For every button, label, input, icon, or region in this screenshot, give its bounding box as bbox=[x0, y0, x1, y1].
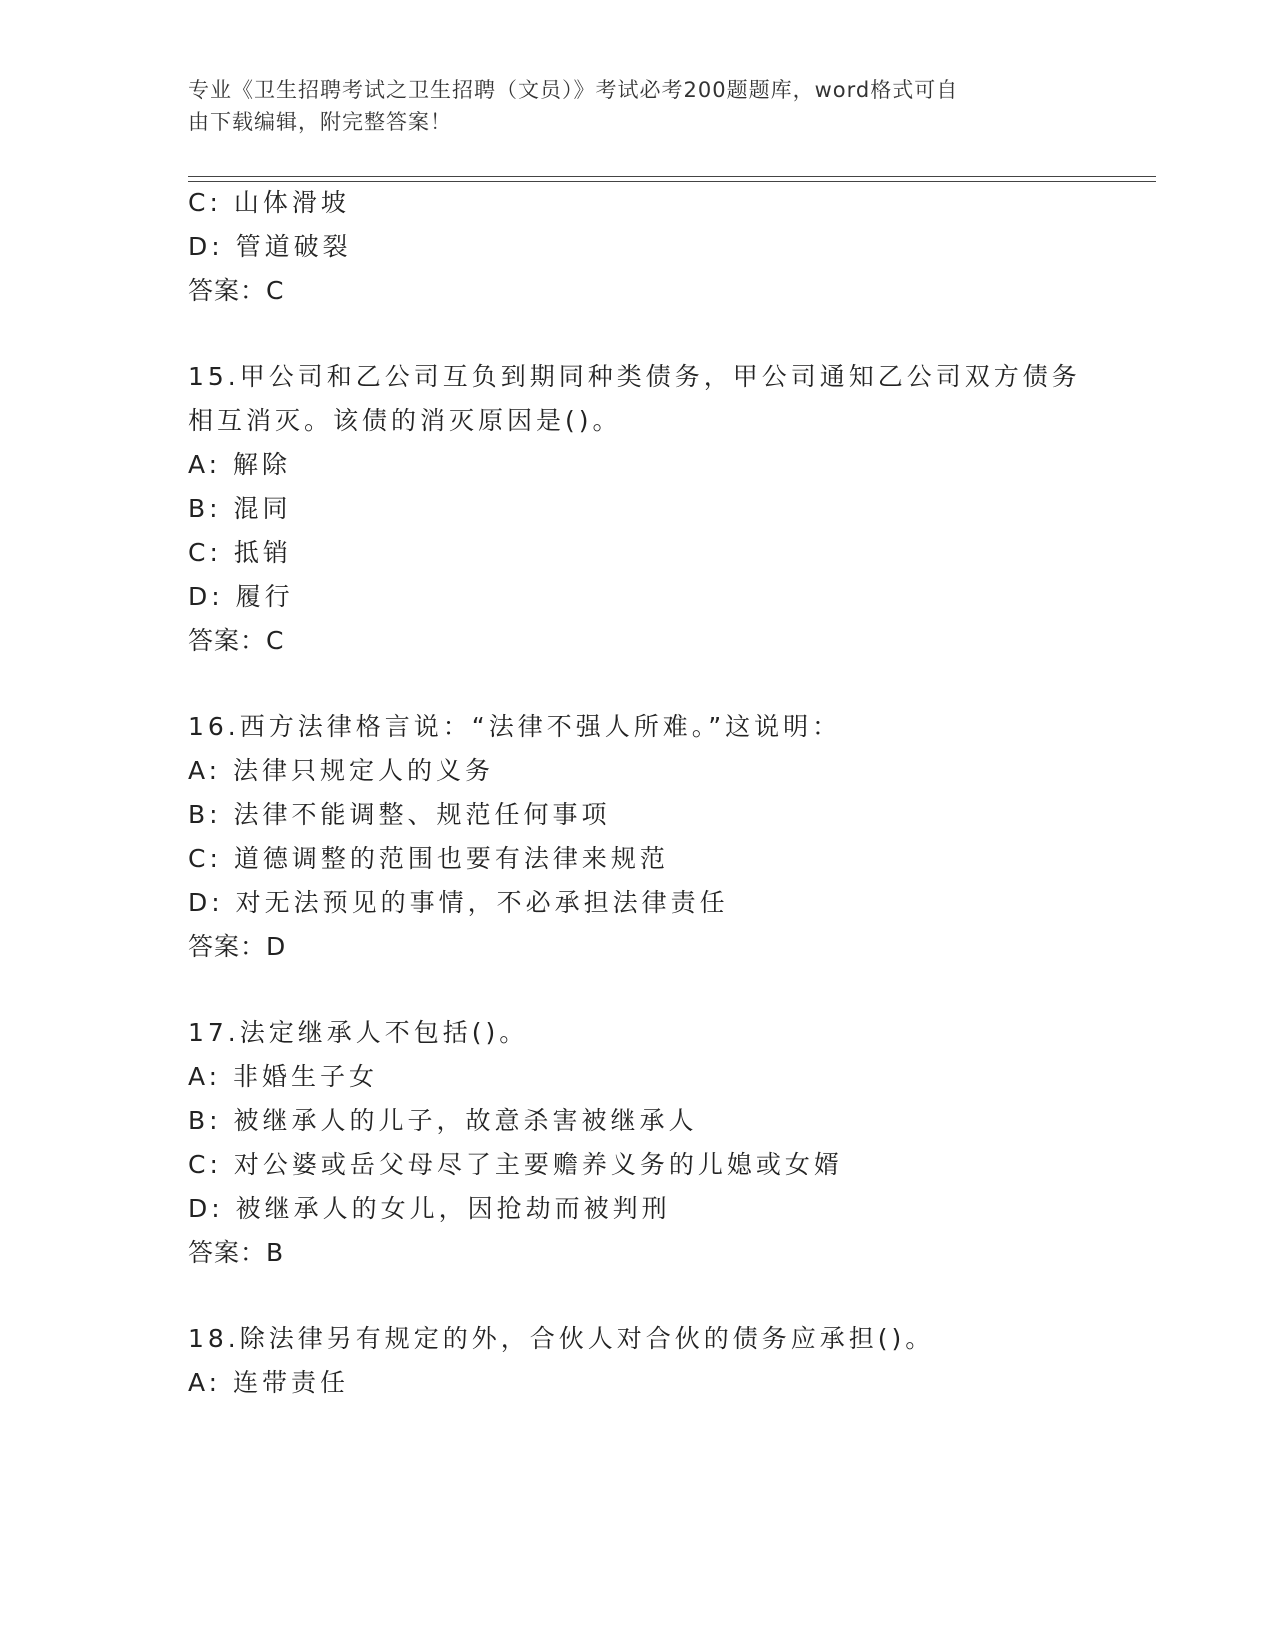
q16-option-c: C: 道德调整的范围也要有法律来规范 bbox=[188, 844, 669, 873]
q15-stem-line-2: 相互消灭。该债的消灭原因是()。 bbox=[188, 406, 622, 435]
q15-stem-line-1: 15.甲公司和乙公司互负到期同种类债务，甲公司通知乙公司双方债务 bbox=[188, 362, 1081, 391]
header-divider bbox=[188, 176, 1156, 182]
q15-answer: 答案：C bbox=[188, 626, 285, 655]
q17-option-b: B: 被继承人的儿子，故意杀害被继承人 bbox=[188, 1106, 698, 1135]
q16-option-b: B: 法律不能调整、规范任何事项 bbox=[188, 800, 611, 829]
q14-option-d: D: 管道破裂 bbox=[188, 232, 352, 261]
q15-option-c: C: 抵销 bbox=[188, 538, 292, 567]
q16-answer: 答案：D bbox=[188, 932, 287, 961]
q14-answer: 答案：C bbox=[188, 276, 285, 305]
q14-option-c: C: 山体滑坡 bbox=[188, 188, 350, 217]
q18-option-a: A: 连带责任 bbox=[188, 1368, 350, 1397]
header-line-1: 专业《卫生招聘考试之卫生招聘（文员）》考试必考200题题库，word格式可自 bbox=[188, 78, 959, 102]
q15-option-a: A: 解除 bbox=[188, 450, 292, 479]
q15-option-d: D: 履行 bbox=[188, 582, 294, 611]
q17-option-a: A: 非婚生子女 bbox=[188, 1062, 379, 1091]
q16-stem-line-1: 16.西方法律格言说：“法律不强人所难。”这说明： bbox=[188, 712, 842, 741]
q17-stem-line-1: 17.法定继承人不包括()。 bbox=[188, 1018, 529, 1047]
q17-option-c: C: 对公婆或岳父母尽了主要赡养义务的儿媳或女婿 bbox=[188, 1150, 843, 1179]
q15-option-b: B: 混同 bbox=[188, 494, 292, 523]
q17-option-d: D: 被继承人的女儿，因抢劫而被判刑 bbox=[188, 1194, 671, 1223]
q16-option-d: D: 对无法预见的事情，不必承担法律责任 bbox=[188, 888, 729, 917]
document-header bbox=[188, 74, 1068, 138]
q16-option-a: A: 法律只规定人的义务 bbox=[188, 756, 495, 785]
q17-answer: 答案：B bbox=[188, 1238, 285, 1267]
q18-stem-line-1: 18.除法律另有规定的外，合伙人对合伙的债务应承担()。 bbox=[188, 1324, 935, 1353]
header-line-2: 由下载编辑，附完整答案！ bbox=[188, 110, 452, 134]
